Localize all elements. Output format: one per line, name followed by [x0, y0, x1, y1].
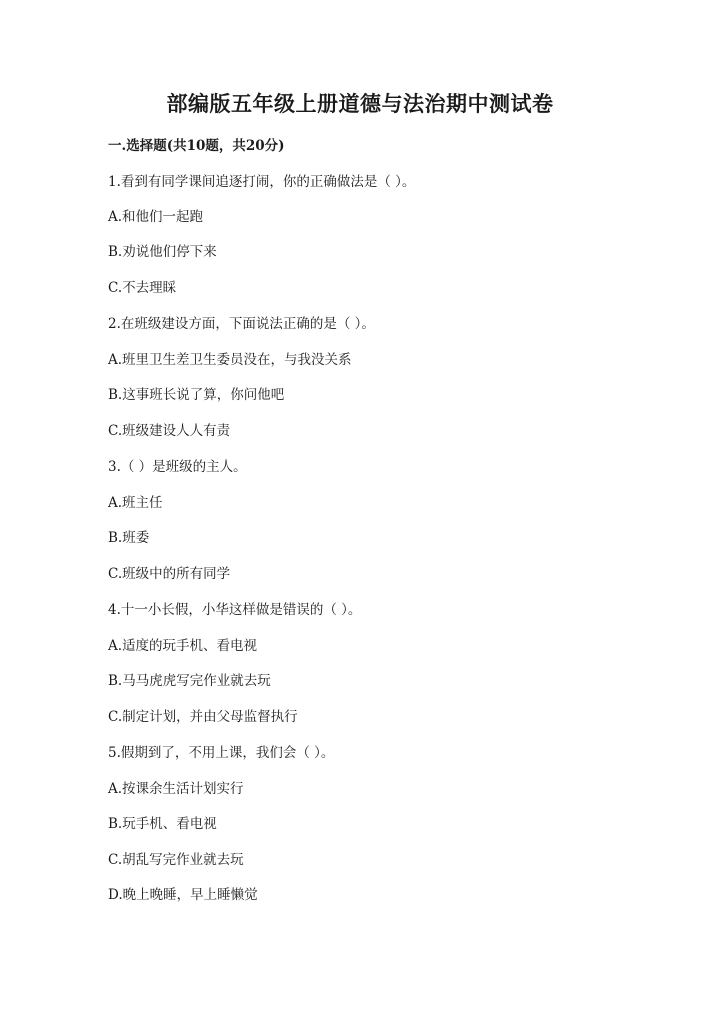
- question-2-option-c: C.班级建设人人有责: [108, 423, 231, 439]
- question-1-option-c: C.不去理睬: [108, 280, 177, 296]
- question-2-option-a: A.班里卫生差卫生委员没在，与我没关系: [108, 352, 352, 368]
- question-2-stem: 2.在班级建设方面，下面说法正确的是（ ）。: [108, 316, 375, 332]
- question-4-option-b: B.马马虎虎写完作业就去玩: [108, 673, 271, 689]
- question-4-stem: 4.十一小长假，小华这样做是错误的（ ）。: [108, 602, 362, 618]
- question-5-option-c: C.胡乱写完作业就去玩: [108, 852, 244, 868]
- question-3-stem: 3.（ ）是班级的主人。: [108, 459, 247, 475]
- question-3-option-a: A.班主任: [108, 495, 163, 511]
- question-4-option-a: A.适度的玩手机、看电视: [108, 638, 258, 654]
- question-1-stem: 1.看到有同学课间追逐打闹，你的正确做法是（ ）。: [108, 174, 416, 190]
- question-3-option-c: C.班级中的所有同学: [108, 566, 231, 582]
- question-4-option-c: C.制定计划，并由父母监督执行: [108, 709, 298, 725]
- question-5-option-b: B.玩手机、看电视: [108, 816, 217, 832]
- question-1-option-a: A.和他们一起跑: [108, 209, 204, 225]
- question-1-option-b: B.劝说他们停下来: [108, 244, 217, 260]
- question-3-option-b: B.班委: [108, 530, 150, 546]
- exam-title: 部编版五年级上册道德与法治期中测试卷: [166, 91, 554, 116]
- question-5-option-a: A.按课余生活计划实行: [108, 781, 244, 797]
- question-5-stem: 5.假期到了，不用上课，我们会（ ）。: [108, 745, 335, 761]
- question-2-option-b: B.这事班长说了算，你问他吧: [108, 387, 285, 403]
- section-heading: 一.选择题(共10题，共20分): [108, 138, 285, 154]
- question-5-option-d: D.晚上晚睡，早上睡懒觉: [108, 887, 258, 903]
